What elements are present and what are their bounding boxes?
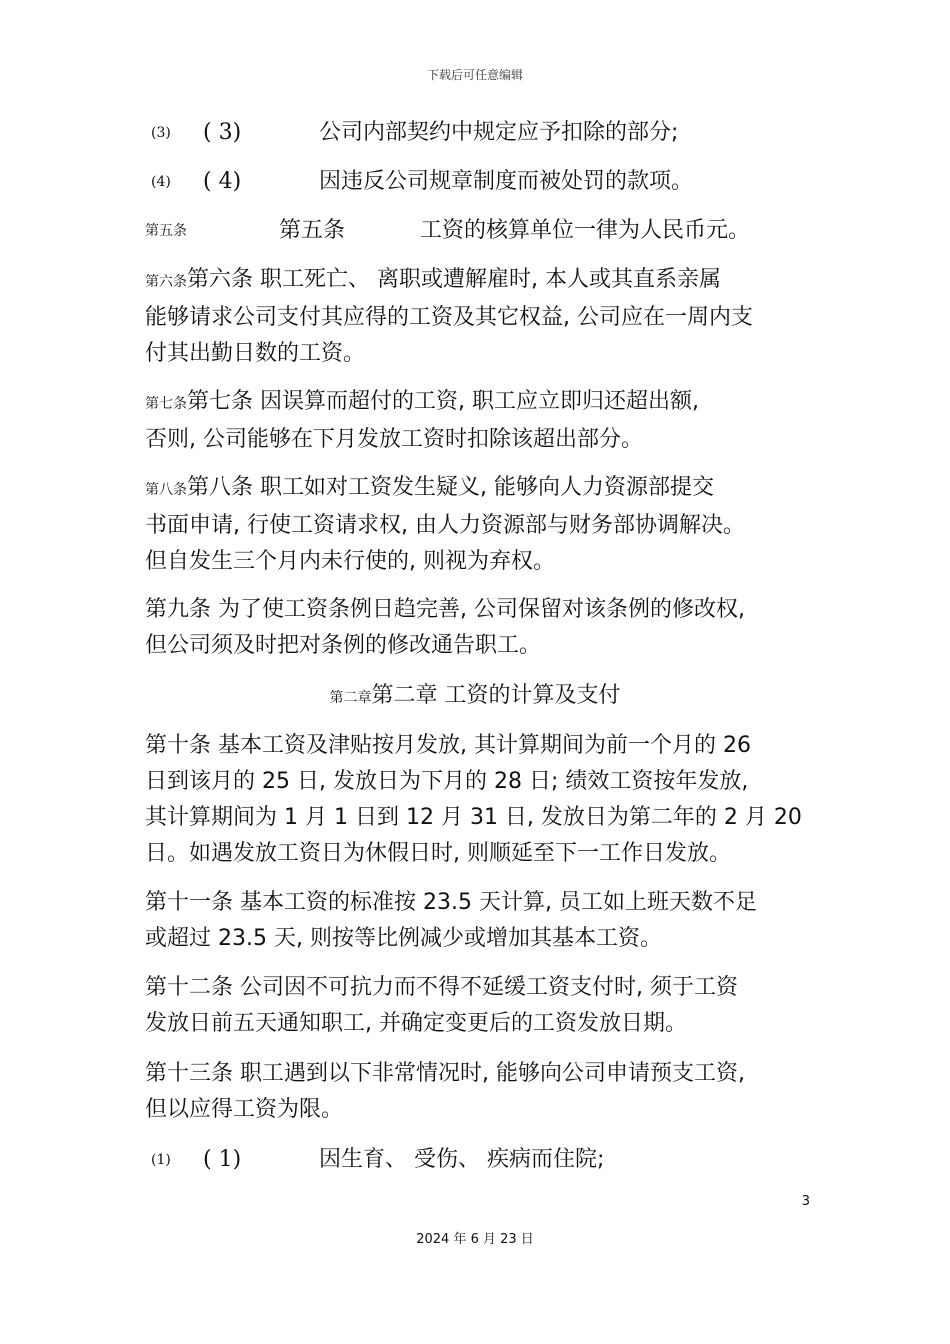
article-line: 第八条 职工如对工资发生疑义, 能够向人力资源部提交 [187, 475, 714, 500]
article-line: 第十条 基本工资及津贴按月发放, 其计算期间为前一个月的 26 [145, 733, 751, 758]
article-line: 第七条 因误算而超付的工资, 职工应立即归还超出额, [187, 389, 699, 414]
item-marker: (1) [151, 1152, 171, 1168]
chapter-title: 第二章 工资的计算及支付 [371, 683, 621, 708]
article-line: 第十三条 职工遇到以下非常情况时, 能够向公司申请预支工资, [145, 1061, 745, 1086]
article-line: 日。如遇发放工资日为休假日时, 则顺延至下一工作日发放。 [145, 841, 731, 866]
article-line: 但自发生三个月内未行使的, 则视为弃权。 [145, 549, 555, 574]
article-7 [145, 384, 815, 458]
article-marker: 第五条 [145, 223, 187, 239]
article-line: 付其出勤日数的工资。 [145, 341, 366, 366]
page-number: 3 [801, 1194, 810, 1209]
article-line: 书面申请, 行使工资请求权, 由人力资源部与财务部协调解决。 [145, 513, 745, 538]
article-10 [145, 728, 815, 872]
article-line: 否则, 公司能够在下月发放工资时扣除该超出部分。 [145, 427, 643, 452]
article-line: 但以应得工资为限。 [145, 1097, 344, 1122]
article-line: 第十二条 公司因不可抗力而不得不延缓工资支付时, 须于工资 [145, 975, 738, 1000]
article-text: 工资的核算单位一律为人民币元。 [420, 218, 751, 243]
article-line: 日到该月的 25 日, 发放日为下月的 28 日; 绩效工资按年发放, [145, 769, 749, 794]
article-title: 第五条 [279, 218, 346, 243]
item-text: 因违反公司规章制度而被处罚的款项。 [319, 169, 694, 194]
article-marker: 第七条 [145, 396, 187, 412]
article-11 [145, 885, 815, 957]
item-number: ( 4) [203, 169, 242, 194]
chapter-heading [0, 678, 950, 716]
article-marker: 第八条 [145, 482, 187, 498]
page-header-note: 下载后可任意编辑 [426, 68, 523, 82]
article-line: 其计算期间为 1 月 1 日到 12 月 31 日, 发放日为第二年的 2 月 20 [145, 805, 802, 830]
article-line: 发放日前五天通知职工, 并确定变更后的工资发放日期。 [145, 1011, 687, 1036]
footer-date: 2024 年 6 月 23 日 [416, 1232, 534, 1247]
item-marker: (3) [151, 125, 171, 141]
article-8 [145, 470, 815, 580]
article-line: 第九条 为了使工资条例日趋完善, 公司保留对该条例的修改权, [145, 597, 745, 622]
article-9 [145, 592, 815, 664]
article-line: 第十一条 基本工资的标准按 23.5 天计算, 员工如上班天数不足 [145, 890, 757, 915]
article-13 [145, 1056, 815, 1128]
article-line: 第六条 职工死亡、 离职或遭解雇时, 本人或其直系亲属 [187, 267, 721, 292]
article-line: 但公司须及时把对条例的修改通告职工。 [145, 633, 542, 658]
article-marker: 第六条 [145, 274, 187, 290]
item-number: ( 3) [203, 120, 242, 145]
article-line: 能够请求公司支付其应得的工资及其它权益, 公司应在一周内支 [145, 305, 753, 330]
article-line: 或超过 23.5 天, 则按等比例减少或增加其基本工资。 [145, 926, 662, 951]
chapter-marker: 第二章 [329, 690, 372, 706]
item-marker: (4) [151, 174, 171, 190]
article-6 [145, 262, 815, 372]
item-text: 因生育、 受伤、 疾病而住院; [319, 1147, 605, 1172]
article-12 [145, 970, 815, 1042]
item-text: 公司内部契约中规定应予扣除的部分; [319, 120, 679, 145]
item-number: ( 1) [203, 1147, 242, 1172]
